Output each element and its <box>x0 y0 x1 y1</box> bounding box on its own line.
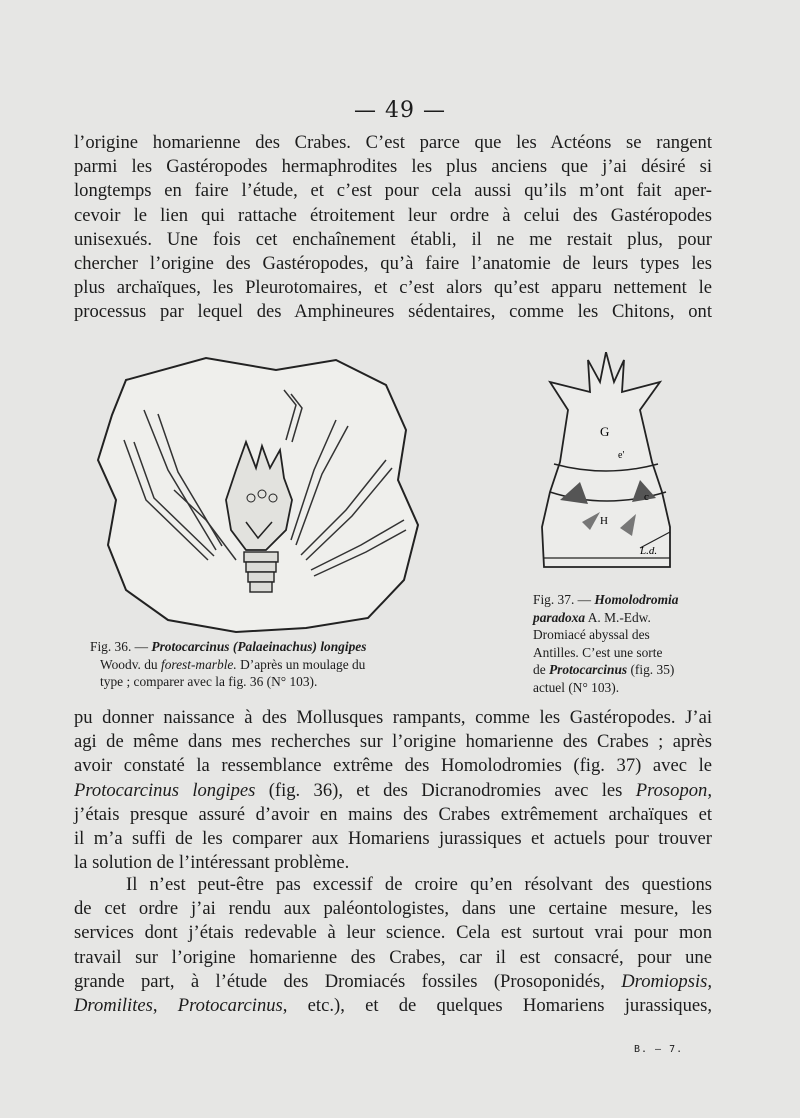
italic-text: Protocarcinus <box>177 995 283 1017</box>
caption-line <box>533 661 723 679</box>
caption-text: de <box>533 662 549 677</box>
text-line: cevoir le lien qui rattache étroitement leur ordre à celui des Gastéropodes <box>74 204 712 226</box>
caption-line: Antilles. C’est une sorte <box>533 644 663 660</box>
text-line: avoir constaté la ressemblance extrême des Homolodromies (fig. 37) avec le <box>74 755 712 777</box>
caption-species: Protocarcinus <box>151 639 230 654</box>
figure-36-caption <box>90 638 430 691</box>
text: , <box>152 995 178 1017</box>
text-line: j’étais presque assuré d’avoir en mains des Crabes extrêmement archaïques et <box>74 803 712 825</box>
caption-line: Dromiacé abyssal des <box>533 627 650 642</box>
italic-text: Dromilites <box>74 995 153 1017</box>
text-line: l’origine homarienne des Crabes. C’est parce que les Actéons se rangent <box>74 132 712 153</box>
italic-text: Prosopon, <box>635 779 712 801</box>
caption-text: Woodv. du <box>100 656 161 672</box>
signature-mark: B. — 7. <box>634 1044 684 1055</box>
label-h: H <box>600 515 608 527</box>
text-line: parmi les Gastéropodes hermaphrodites les plus anciens que j’ai désiré si <box>74 156 712 178</box>
italic-text: Dromiopsis, <box>621 970 712 992</box>
text: grande part, à l’étude des Dromiacés fossiles (Prosoponidés, <box>74 970 622 992</box>
text-line: de cet ordre j’ai rendu aux paléontologistes, dans une certaine mesure, les <box>74 898 712 920</box>
text-line: unisexués. Une fois cet enchaînement établi, il ne me restait plus, pour <box>74 228 712 250</box>
caption-line <box>533 591 723 609</box>
caption-species-epithet: paradoxa <box>533 609 586 625</box>
caption-species-epithet: longipes <box>320 639 367 654</box>
text-line: services dont j’étais redevable à leur science. Cela est surtout vrai pour mon <box>74 922 712 944</box>
text-line: chercher l’origine des Gastéropodes, qu’à faire l’anatomie de leurs types les <box>74 253 712 275</box>
text: (fig. 36), et des Dicranodromies avec les <box>255 779 636 801</box>
text-line: travail sur l’origine homarienne des Crabes, car il est consacré, pour une <box>74 946 712 968</box>
figure-37-carapace-illustration <box>520 352 702 587</box>
figure-37-caption <box>533 591 723 696</box>
caption-label: Fig. 36. — <box>90 639 152 654</box>
text-line: la solution de l’intéressant problème. <box>74 852 350 874</box>
text-line <box>74 970 712 994</box>
page-number: — 49 — <box>354 98 446 123</box>
caption-line <box>90 638 430 656</box>
paragraph-top <box>74 131 712 325</box>
text: , etc.), et de quelques Homariens jurassiques, <box>282 995 713 1017</box>
caption-text: A. M.-Edw. <box>585 609 651 625</box>
caption-line <box>90 656 430 674</box>
caption-text: D’après un moulage du <box>236 656 366 672</box>
caption-line <box>533 609 723 627</box>
text-line: pu donner naissance à des Mollusques rampants, comme les Gastéropodes. J’ai <box>74 707 712 728</box>
text-line: longtemps en faire l’étude, et c’est pour cela aussi qu’ils m’ont fait aper- <box>74 180 712 202</box>
text-line: agi de même dans mes recherches sur l’origine homarienne des Crabes ; après <box>74 731 712 753</box>
caption-italic: Protocarcinus <box>549 662 628 677</box>
caption-text: (fig. 35) <box>627 662 675 677</box>
label-c: c <box>644 491 649 503</box>
paragraph-bottom <box>74 873 712 1018</box>
label-e: e' <box>618 450 625 461</box>
text-line <box>74 994 712 1018</box>
caption-label: Fig. 37. — <box>533 592 595 607</box>
text-line <box>74 779 712 803</box>
label-ld: L.d. <box>640 545 658 557</box>
text-line: Il n’est peut-être pas excessif de croire qu’en résolvant des questions <box>126 874 712 895</box>
text-line: processus par lequel des Amphineures sédentaires, comme les Chitons, ont <box>74 301 712 323</box>
figure-36-fossil-illustration <box>86 350 426 640</box>
label-g: G <box>600 424 610 439</box>
caption-line <box>90 673 430 691</box>
caption-subgenus: (Palaeinachus) <box>232 639 317 654</box>
caption-species: Homolodromia <box>594 592 679 607</box>
text-line: plus archaïques, les Pleurotomaires, et c’est alors qu’est apparu nettement le <box>74 277 712 299</box>
caption-italic: forest-marble. <box>160 656 237 672</box>
paragraph-middle <box>74 706 712 875</box>
italic-text: Protocarcinus longipes <box>74 779 256 801</box>
caption-text: type ; comparer avec la fig. 36 (N° 103). <box>100 674 318 689</box>
caption-line: actuel (N° 103). <box>533 679 620 695</box>
text-line: il m’a suffi de les comparer aux Homariens jurassiques et actuels pour trouver <box>74 828 712 850</box>
